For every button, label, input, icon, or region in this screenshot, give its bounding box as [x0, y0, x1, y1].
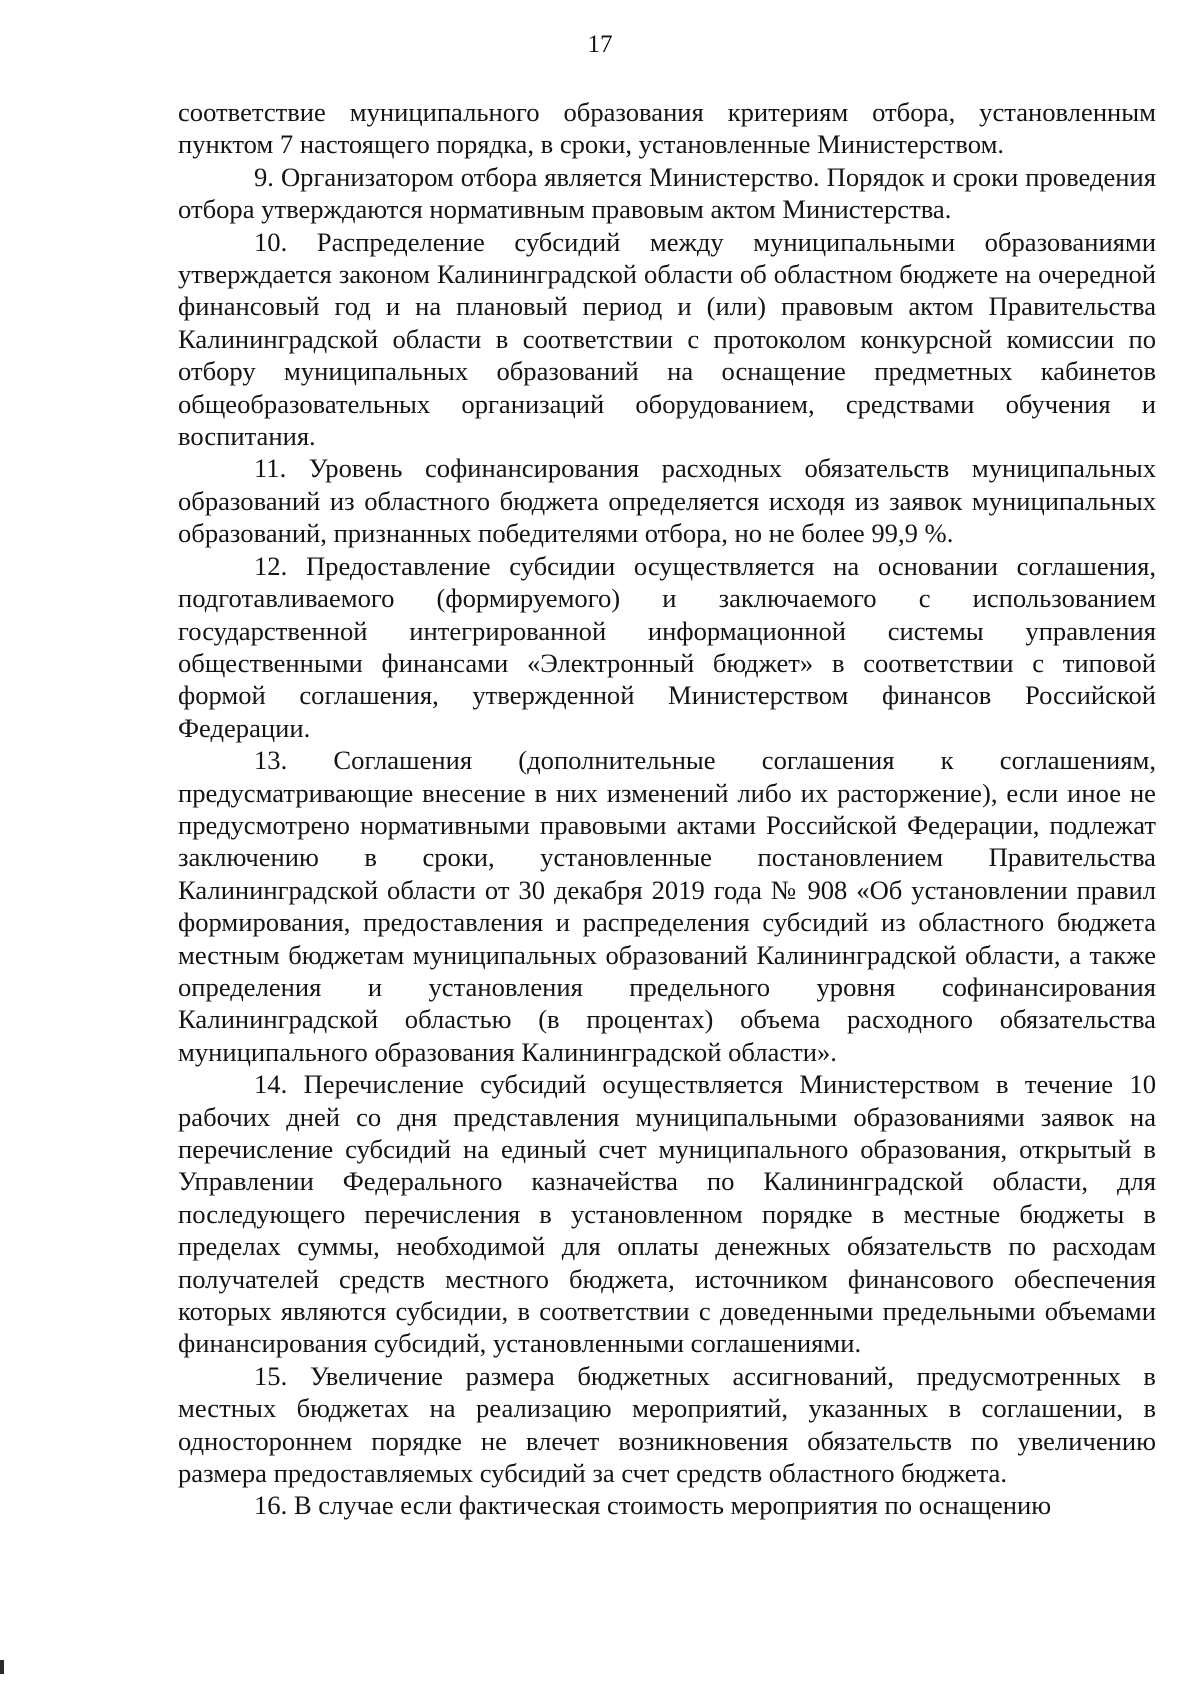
page-number: 17 — [587, 31, 613, 58]
paragraph-16: 16. В случае если фактическая стоимость мероприятия по оснащению — [254, 1490, 1052, 1521]
paragraph-9: 9. Организатором отбора является Министерство. Порядок и сроки проведения отбора утверждаются нормативным правовым актом Министерства. — [178, 161, 1156, 225]
scan-edge-mark — [0, 1660, 4, 1674]
paragraph-continuation: соответствие муниципального образования критериям отбора, установленным пунктом 7 настоящего порядка, в сроки, установленные Министерством. — [178, 97, 1156, 160]
paragraph-10: 10. Распределение субсидий между муниципальными образованиями утверждается законом Калининградской области об областном бюджете на очередной финансовый год и на плановый период и (или) правовым актом Правительства Калининградской области в соответствии с протоколом конкурсной комиссии по отбору муниципальных образований на оснащение предметных кабинетов общеобразовательных организаций оборудованием, средствами обучения и воспитания. — [178, 226, 1156, 452]
paragraph-14: 14. Перечисление субсидий осуществляется Министерством в течение 10 рабочих дней со дня представления муниципальными образованиями заявок на перечисление субсидий на единый счет муниципального образования, открытый в Управлении Федерального казначейства по Калининградской области, для последующего перечисления в установленном порядке в местные бюджеты в пределах суммы, необходимой для оплаты денежных обязательств по расходам получателей средств местного бюджета, источником финансового обеспечения которых являются субсидии, в соответствии с доведенными предельными объемами финансирования субсидий, установленными соглашениями. — [178, 1069, 1156, 1359]
paragraph-11: 11. Уровень софинансирования расходных обязательств муниципальных образований из областного бюджета определяется исходя из заявок муниципальных образований, признанных победителями отбора, но не более 99,9 %. — [178, 453, 1156, 549]
paragraph-13: 13. Соглашения (дополнительные соглашения к соглашениям, предусматривающие внесение в них изменений либо их расторжение), если иное не предусмотрено нормативными правовыми актами Российской Федерации, подлежат заключению в сроки, установленные постановлением Правительства Калининградской области от 30 декабря 2019 года № 908 «Об установлении правил формирования, предоставления и распределения субсидий из областного бюджета местным бюджетам муниципальных образований Калининградской области, а также определения и установления предельного уровня софинансирования Калининградской областью (в процентах) объема расходного обязательства муниципального образования Калининградской области». — [178, 745, 1156, 1067]
document-body — [178, 96, 1156, 1522]
paragraph-12: 12. Предоставление субсидии осуществляется на основании соглашения, подготавливаемого (формируемого) и заключаемого с использованием государственной интегрированной информационной системы управления общественными финансами «Электронный бюджет» в соответствии с типовой формой соглашения, утвержденной Министерством финансов Российской Федерации. — [178, 550, 1156, 743]
paragraph-15: 15. Увеличение размера бюджетных ассигнований, предусмотренных в местных бюджетах на реализацию мероприятий, указанных в соглашении, в одностороннем порядке не влечет возникновения обязательств по увеличению размера предоставляемых субсидий за счет средств областного бюджета. — [178, 1360, 1156, 1489]
